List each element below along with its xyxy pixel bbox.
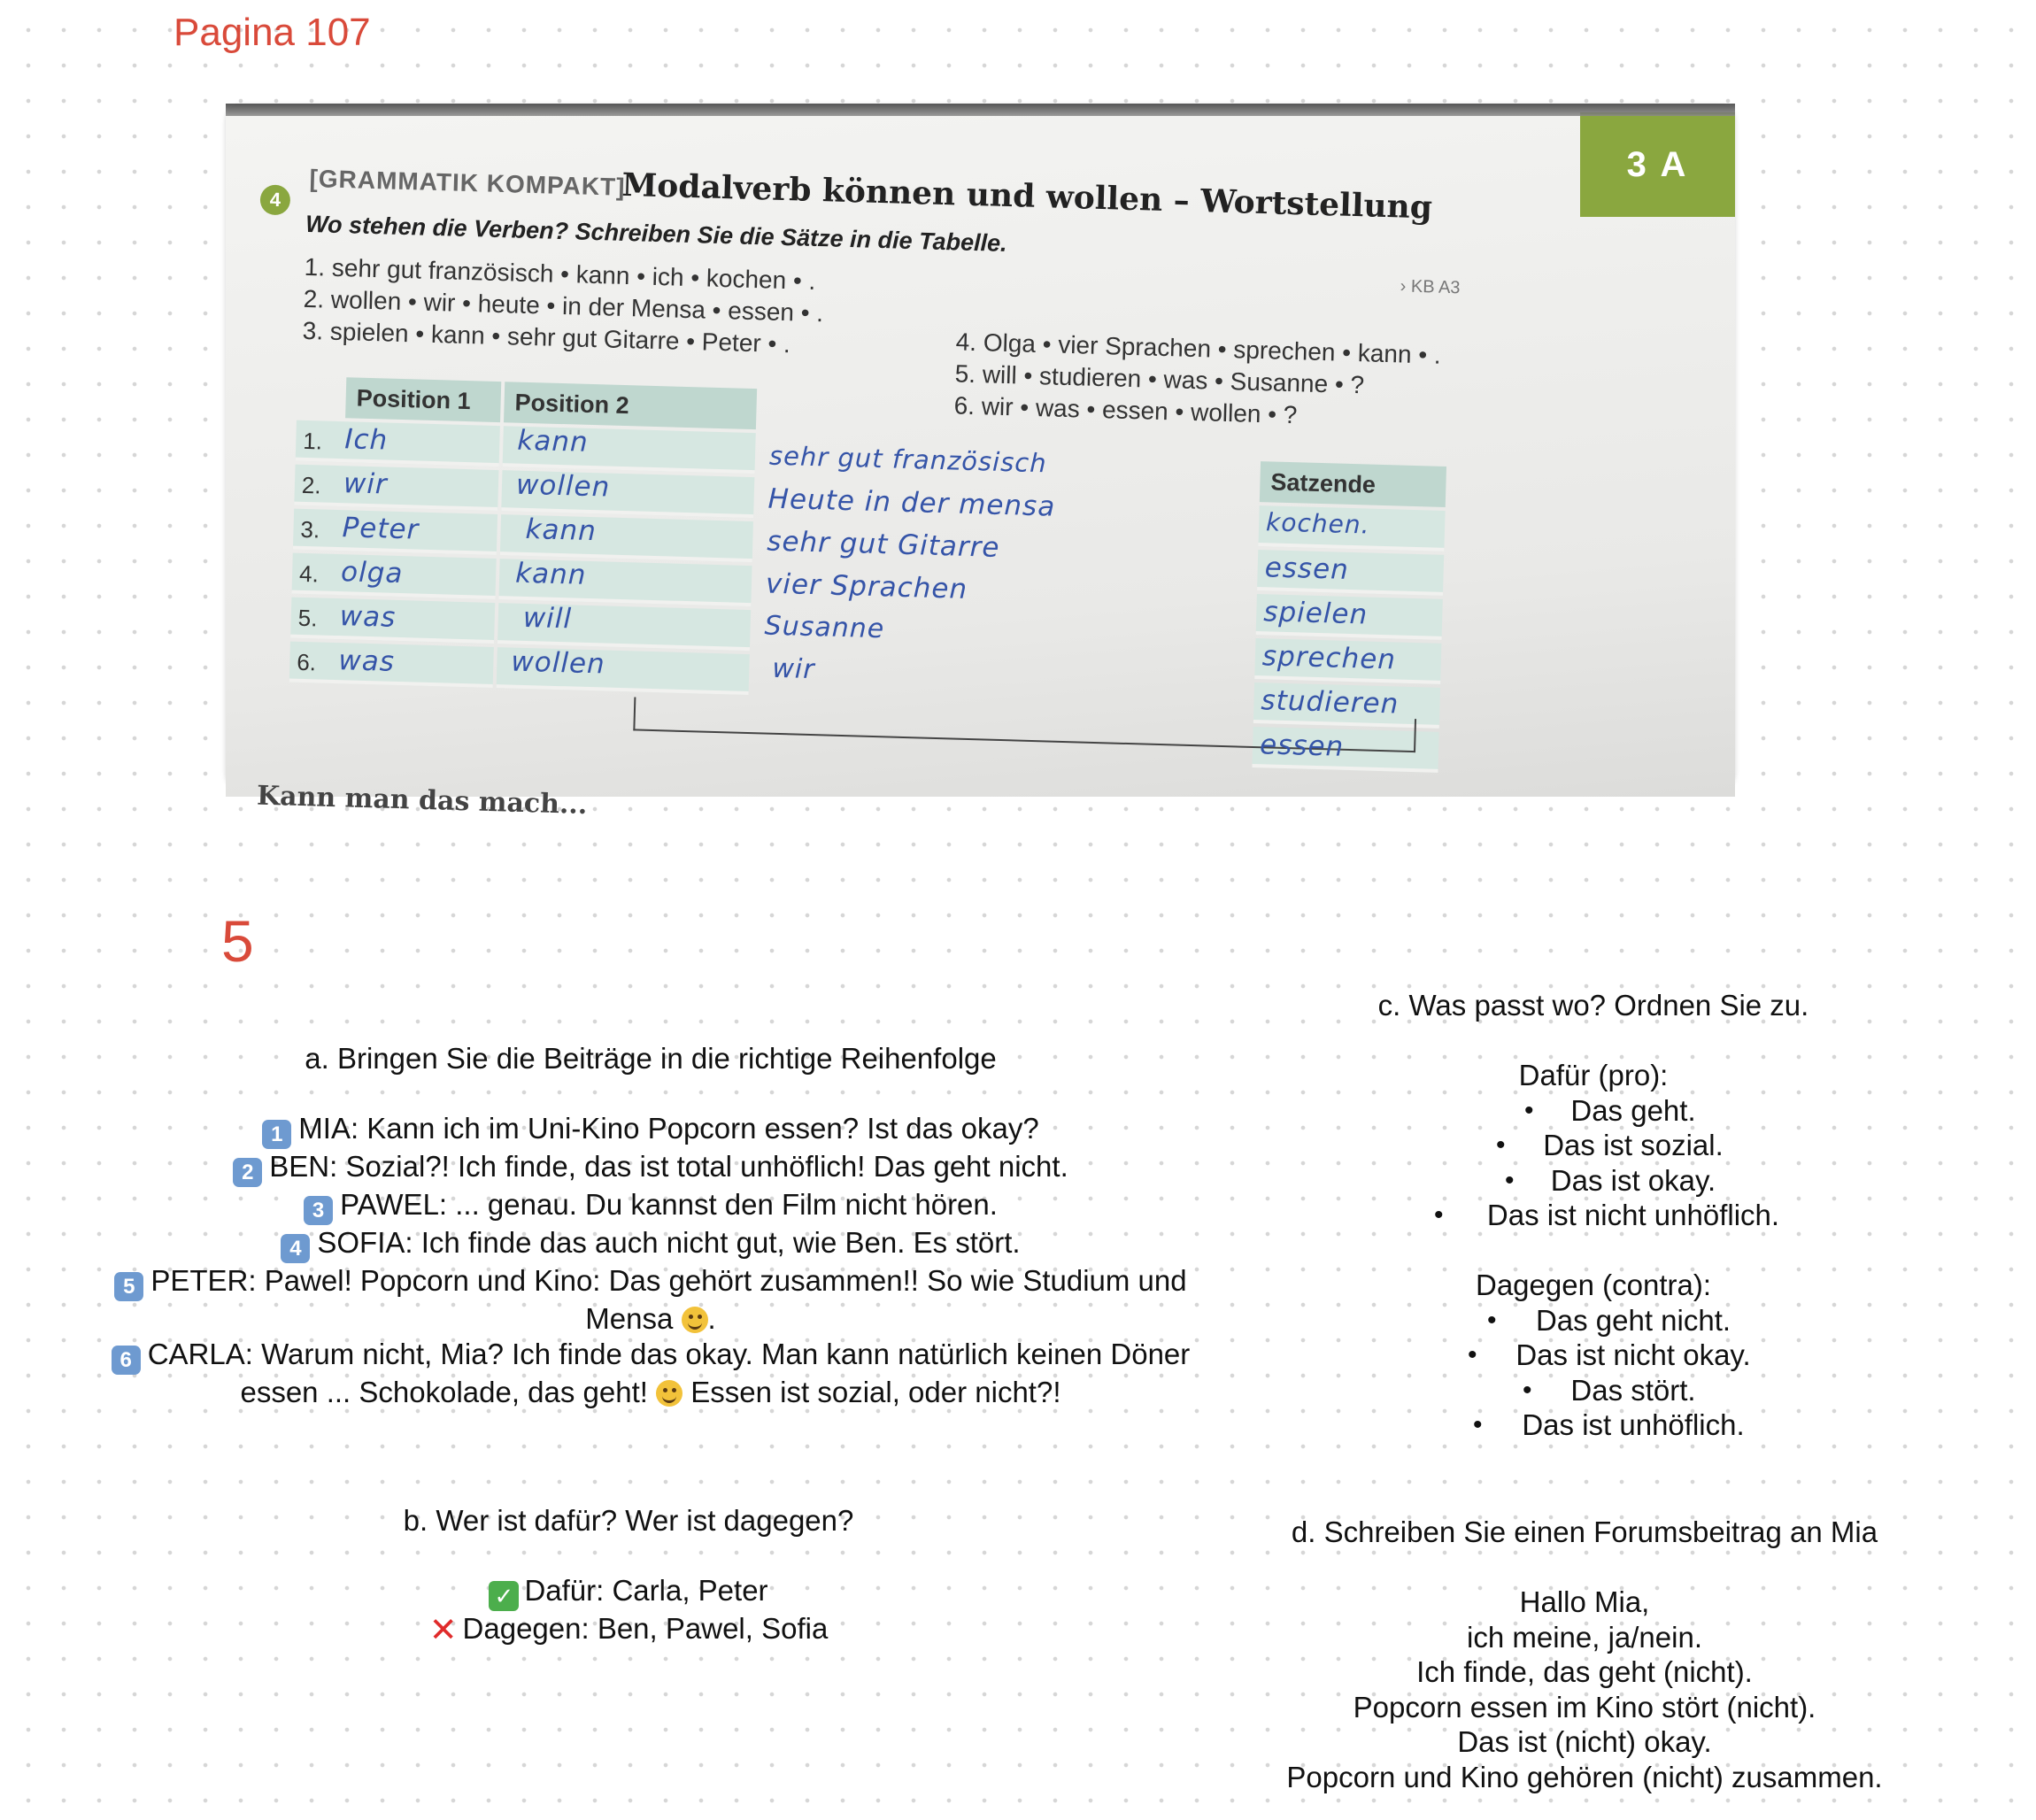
forum-post-text: BEN: Sozial?! Ich finde, das ist total unhöflich! Das geht nicht. xyxy=(269,1150,1068,1183)
row-number: 4. xyxy=(298,559,320,588)
forum-post-text: essen ... Schokolade, das geht! xyxy=(240,1375,648,1408)
answer-pos1: Peter xyxy=(342,512,420,546)
exercise-tag: [GRAMMATIK KOMPAKT] xyxy=(309,164,626,201)
number-2-icon: 2 xyxy=(233,1158,262,1187)
answer-end: spielen xyxy=(1262,596,1369,631)
winking-face-icon xyxy=(682,1307,708,1333)
answer-middle: Susanne xyxy=(764,610,885,645)
exercise-instruction: Wo stehen die Verben? Schreiben Sie die Sätze in die Tabelle. xyxy=(305,210,1008,257)
part-d xyxy=(1230,1515,1939,1794)
part-b xyxy=(310,1503,947,1649)
number-3-icon: 3 xyxy=(304,1196,333,1225)
contra-item: • Das ist nicht okay. xyxy=(1239,1338,1947,1373)
cross-mark-icon: ✕ xyxy=(428,1612,458,1649)
row-number: 5. xyxy=(297,604,318,632)
number-5-icon: 5 xyxy=(114,1272,143,1301)
contra-item-text: Das ist nicht okay. xyxy=(1515,1338,1751,1371)
forum-post-text: SOFIA: Ich finde das auch nicht gut, wie Ben. Es stört. xyxy=(317,1226,1021,1259)
forum-post-text: MIA: Kann ich im Uni-Kino Popcorn essen? Ist das okay? xyxy=(298,1112,1039,1145)
contra-item-text: Das geht nicht. xyxy=(1535,1303,1731,1337)
pro-line xyxy=(310,1573,947,1611)
contra-names: Dagegen: Ben, Pawel, Sofia xyxy=(462,1612,829,1645)
contra-heading: Dagegen (contra): xyxy=(1476,1269,1711,1301)
part-d-heading: d. Schreiben Sie einen Forumsbeitrag an Mia xyxy=(1291,1515,1878,1548)
contra-item: • Das ist unhöflich. xyxy=(1239,1407,1947,1443)
next-exercise-partial: Kann man das mach... xyxy=(256,780,588,821)
exercise-number-badge: 4 xyxy=(259,184,290,215)
letter-line: Popcorn essen im Kino stört (nicht). xyxy=(1353,1690,1816,1724)
contra-line xyxy=(310,1611,947,1649)
answer-pos2: kann xyxy=(516,424,590,459)
answer-pos1: was xyxy=(337,644,396,678)
contra-item-text: Das ist unhöflich. xyxy=(1522,1408,1745,1441)
row-number: 6. xyxy=(296,648,317,676)
part-b-heading: b. Wer ist dafür? Wer ist dagegen? xyxy=(403,1504,854,1537)
exercise-reference: › KB A3 xyxy=(1400,276,1461,298)
answer-middle: Heute in der mensa xyxy=(767,482,1056,523)
forum-post-text: Essen ist sozial, oder nicht?! xyxy=(690,1375,1061,1408)
header-position-1: Position 1 xyxy=(345,377,501,422)
forum-post-1 xyxy=(89,1111,1213,1149)
row-1-pos1-cell xyxy=(296,420,500,467)
answer-pos1: Ich xyxy=(343,423,389,457)
exercise-title: Modalverb können und wollen – Wortstellung xyxy=(621,166,1433,227)
word-order-table xyxy=(287,376,1479,791)
forum-post-text: PAWEL: ... genau. Du kannst den Film nicht hören. xyxy=(340,1188,998,1221)
pro-item-text: Das ist sozial. xyxy=(1543,1129,1724,1161)
forum-post-5 xyxy=(89,1263,1213,1337)
answer-pos1: was xyxy=(339,600,397,634)
answer-pos2: wollen xyxy=(510,645,606,681)
pro-item-text: Das geht. xyxy=(1570,1093,1696,1127)
prompt-2: 2. wollen • wir • heute • in der Mensa • essen • . xyxy=(303,284,824,328)
pro-item: • Das ist nicht unhöflich. xyxy=(1239,1198,1947,1233)
prompt-5: 5. will • studieren • was • Susanne • ? xyxy=(954,359,1365,399)
answer-pos1: olga xyxy=(340,556,404,590)
prompt-6: 6. wir • was • essen • wollen • ? xyxy=(953,391,1298,429)
prompt-3: 3. spielen • kann • sehr gut Gitarre • Peter • . xyxy=(302,316,791,359)
forum-post-4 xyxy=(89,1225,1213,1263)
photo-edge-shadow xyxy=(226,104,1735,116)
answer-middle: sehr gut Gitarre xyxy=(766,525,1000,564)
answer-end: studieren xyxy=(1261,684,1400,721)
pro-item: • Das ist sozial. xyxy=(1239,1128,1947,1163)
answer-end: sprechen xyxy=(1261,640,1397,676)
workbook-page xyxy=(226,112,1735,821)
contra-item: • Das geht nicht. xyxy=(1239,1303,1947,1338)
letter-line: Hallo Mia, xyxy=(1519,1585,1650,1618)
forum-post-3 xyxy=(89,1187,1213,1225)
header-satzende: Satzende xyxy=(1260,461,1446,507)
workbook-photo xyxy=(226,104,1735,821)
answer-pos2: wollen xyxy=(515,468,611,504)
pro-item: • Das geht. xyxy=(1239,1093,1947,1129)
forum-post-text: PETER: Pawel! Popcorn und Kino: Das gehört zusammen!! So wie Studium und xyxy=(150,1264,1187,1297)
section-number: 5 xyxy=(221,908,254,974)
contra-item: • Das stört. xyxy=(1239,1373,1947,1408)
prompt-4: 4. Olga • vier Sprachen • sprechen • kann • . xyxy=(955,328,1442,369)
answer-pos2: will xyxy=(522,601,573,636)
letter-line: Ich finde, das geht (nicht). xyxy=(1416,1655,1753,1688)
forum-post-text: . xyxy=(707,1302,716,1335)
answer-pos2: kann xyxy=(525,513,598,548)
letter-line: ich meine, ja/nein. xyxy=(1467,1620,1702,1654)
part-a-heading: a. Bringen Sie die Beiträge in die richtige Reihenfolge xyxy=(305,1042,997,1075)
answer-end: essen xyxy=(1259,729,1345,763)
part-c xyxy=(1239,988,1947,1443)
pro-item-text: Das ist okay. xyxy=(1550,1163,1716,1197)
letter-line: Popcorn und Kino gehören (nicht) zusammen. xyxy=(1286,1760,1883,1793)
contra-item-text: Das stört. xyxy=(1570,1373,1696,1407)
answer-end: kochen. xyxy=(1265,507,1370,540)
pro-item-text: Das ist nicht unhöflich. xyxy=(1486,1199,1780,1231)
answer-pos2: kann xyxy=(514,557,587,591)
workbook-content xyxy=(208,111,1736,837)
row-number: 1. xyxy=(302,427,323,455)
header-position-2: Position 2 xyxy=(504,382,757,429)
number-1-icon: 1 xyxy=(262,1120,291,1149)
forum-post-2 xyxy=(89,1149,1213,1187)
answer-pos1: wir xyxy=(343,467,389,501)
grinning-face-icon xyxy=(656,1380,683,1407)
part-a xyxy=(89,1041,1213,1409)
pro-names: Dafür: Carla, Peter xyxy=(524,1574,768,1607)
forum-post-text: CARLA: Warum nicht, Mia? Ich finde das okay. Man kann natürlich keinen Döner xyxy=(147,1337,1191,1370)
number-6-icon: 6 xyxy=(112,1346,141,1375)
row-number: 2. xyxy=(301,471,322,499)
answer-middle: sehr gut französisch xyxy=(768,440,1048,479)
forum-post-text: Mensa xyxy=(585,1302,674,1335)
forum-post-6 xyxy=(89,1337,1213,1410)
answer-middle: wir xyxy=(771,652,816,686)
row-number: 3. xyxy=(300,515,320,544)
pro-item: • Das ist okay. xyxy=(1239,1163,1947,1199)
answer-middle: vier Sprachen xyxy=(765,567,968,605)
number-4-icon: 4 xyxy=(281,1234,310,1263)
page-title: Pagina 107 xyxy=(174,11,371,54)
answer-end: essen xyxy=(1264,551,1350,586)
prompt-1: 1. sehr gut französisch • kann • ich • kochen • . xyxy=(304,252,816,295)
row-2-pos1-cell xyxy=(294,465,498,511)
part-c-heading: c. Was passt wo? Ordnen Sie zu. xyxy=(1377,989,1809,1022)
pro-heading: Dafür (pro): xyxy=(1518,1059,1669,1091)
letter-line: Das ist (nicht) okay. xyxy=(1457,1725,1712,1758)
unit-tab: 3 A xyxy=(1580,112,1735,217)
check-mark-icon: ✓ xyxy=(489,1581,519,1611)
